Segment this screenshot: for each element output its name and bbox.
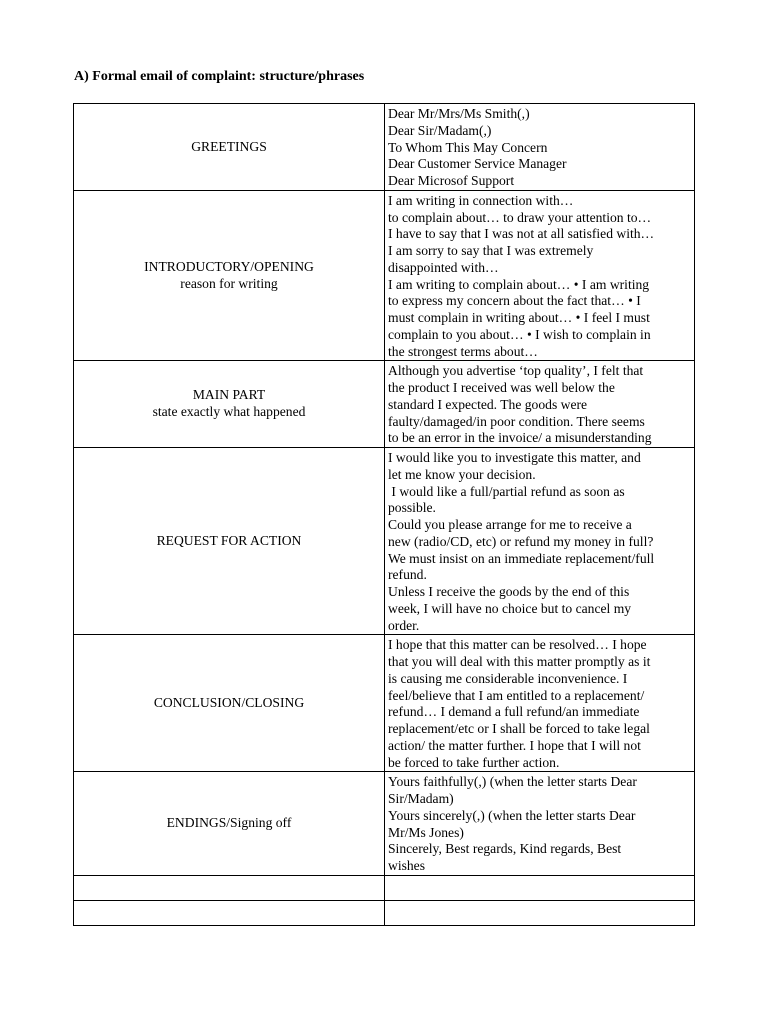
phrase-line: must complain in writing about… • I feel I must [388,310,650,325]
table-row-request-for-action [74,448,695,635]
phrase-line: refund… I demand a full refund/an immediate [388,704,640,720]
table-row-greetings [74,104,695,191]
section-title: REQUEST FOR ACTION [156,532,302,548]
phrase-line: I am writing in connection with… [388,192,574,208]
phrase-line: I would like you to investigate this matter, and [388,450,641,465]
phrase-line: We must insist on an immediate replacement/full [388,550,655,566]
phrase-line: Sincerely, Best regards, Kind regards, Best [388,841,622,857]
phrase-line: I would like a full/partial refund as soon as [388,483,625,499]
phrase-line: possible. [388,500,436,516]
phrase-line: refund. [388,567,427,583]
phrases-table [73,103,695,926]
phrase-line: I am sorry to say that I was extremely [388,243,594,258]
phrase-line: wishes [388,858,426,873]
phrase-line: order. [388,617,420,633]
phrase-line: let me know your decision. [388,466,536,482]
phrases-table-body [74,104,695,926]
phrase-line: be forced to take further action. [388,754,560,770]
section-title: GREETINGS [191,138,267,154]
section-label-cell [74,190,385,361]
phrase-line: Sir/Madam) [388,791,454,806]
section-title: ENDINGS/Signing off [166,815,292,831]
empty-cell [385,900,695,925]
table-row-empty [74,875,695,900]
phrase-line: to express my concern about the fact that… • I [388,293,641,309]
phrase-line: I hope that this matter can be resolved… I hope [388,637,647,653]
table-row-endings [74,772,695,876]
phrase-line: is causing me considerable inconvenience. I [388,670,628,686]
phrase-line: week, I will have no choice but to cancel my [388,600,632,616]
section-label-cell [74,361,385,448]
phrase-line: to complain about… to draw your attention to… [388,209,652,225]
section-title: MAIN PART [192,387,266,403]
table-row-main-part [74,361,695,448]
empty-cell [74,875,385,900]
phrase-cell [385,448,695,635]
phrase-line: complain to you about… • I wish to complain in [388,326,651,342]
phrase-line: to be an error in the invoice/ a misunderstanding [388,430,652,446]
section-title: INTRODUCTORY/OPENING [144,258,314,274]
section-label-cell [74,448,385,635]
table-row-introductory [74,190,695,361]
phrase-line: new (radio/CD, etc) or refund my money in full? [388,533,654,549]
phrase-line: Dear Sir/Madam(,) [388,122,492,138]
phrase-line: Yours faithfully(,) (when the letter starts Dear [388,774,637,790]
phrase-line: that you will deal with this matter promptly as it [388,654,651,669]
phrase-line: Mr/Ms Jones) [388,824,464,840]
phrase-cell [385,190,695,361]
section-label-cell [74,635,385,772]
section-subtitle: state exactly what happened [152,404,306,420]
phrase-line: disappointed with… [388,259,499,275]
phrase-line: feel/believe that I am entitled to a replacement/ [388,687,645,703]
table-row-conclusion [74,635,695,772]
section-title: CONCLUSION/CLOSING [153,694,305,710]
phrase-line: Although you advertise ‘top quality’, I felt that [388,363,644,379]
phrase-line: I have to say that I was not at all satisfied with… [388,226,655,242]
phrase-line: I am writing to complain about… • I am writing [388,276,650,292]
phrase-line: replacement/etc or I shall be forced to take legal [388,721,650,736]
phrase-line: Unless I receive the goods by the end of this [388,584,630,599]
phrase-line: the strongest terms about… [388,343,538,359]
phrase-cell [385,361,695,448]
phrase-cell [385,772,695,876]
phrase-line: standard I expected. The goods were [388,396,588,412]
phrase-line: Dear Customer Service Manager [388,156,567,172]
empty-cell [385,875,695,900]
section-label-cell [74,772,385,876]
phrase-cell [385,635,695,772]
phrase-line: Dear Microsof Support [388,173,515,188]
page-title: A) Formal email of complaint: structure/phrases [74,69,365,84]
phrase-line: Yours sincerely(,) (when the letter starts Dear [388,807,636,823]
phrase-cell [385,104,695,191]
phrase-line: faulty/damaged/in poor condition. There seems [388,413,645,429]
phrase-line: To Whom This May Concern [388,139,548,155]
section-label-cell [74,104,385,191]
phrase-line: the product I received was well below the [388,380,615,395]
table-row-empty [74,900,695,925]
phrase-line: Dear Mr/Mrs/Ms Smith(,) [388,106,530,121]
section-subtitle: reason for writing [180,275,278,291]
empty-cell [74,900,385,925]
phrase-line: Could you please arrange for me to receive a [388,517,632,532]
phrase-line: action/ the matter further. I hope that I will not [388,737,641,753]
